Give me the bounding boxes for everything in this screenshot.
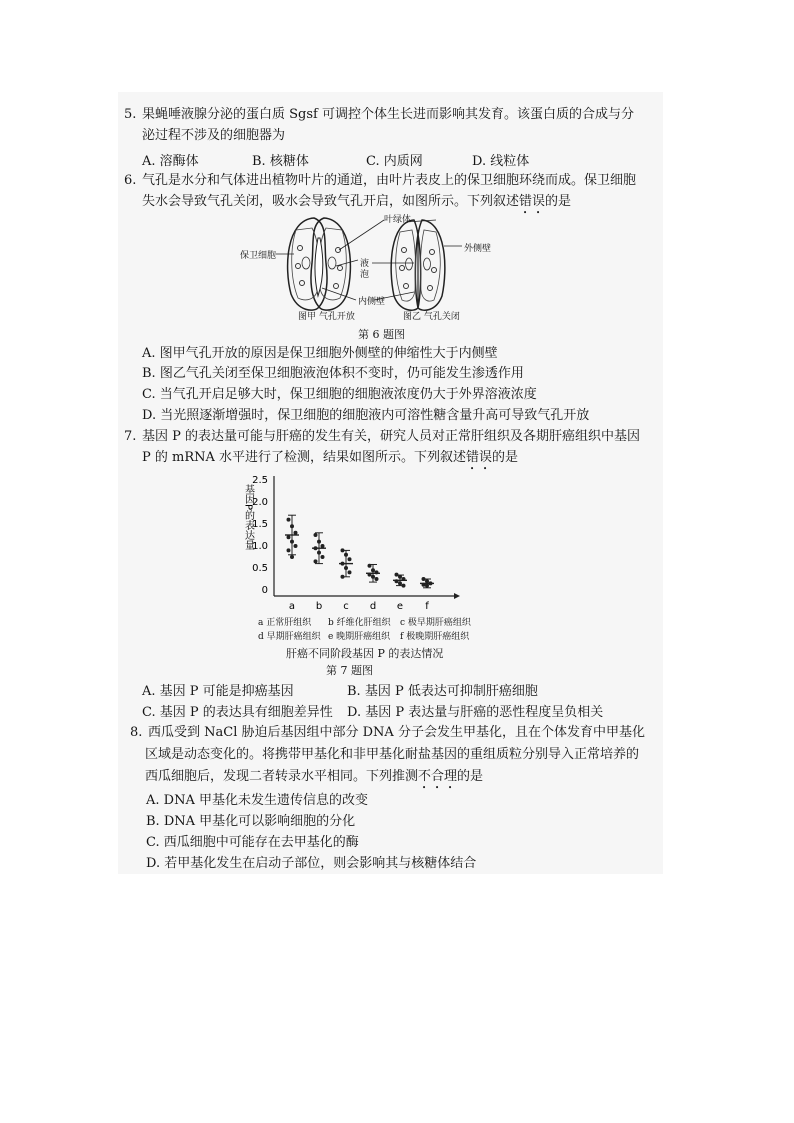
data-point <box>321 555 325 559</box>
data-point <box>290 524 294 528</box>
data-point <box>368 573 372 577</box>
q7-text-1: 基因 P 的表达量可能与肝癌的发生有关，研究人员对正常肝组织及各期肝癌组织中基因 <box>142 429 641 444</box>
data-point <box>398 581 402 585</box>
y-tick-label: 0 <box>261 585 268 596</box>
label-inner-wall: 内侧壁 <box>358 297 386 307</box>
q6-option-a: A. 图甲气孔开放的原因是保卫细胞外侧壁的伸缩性大于内侧壁 <box>142 346 498 361</box>
q8-text-3b: 的是 <box>457 769 484 784</box>
y-tick-label: 2.0 <box>252 497 268 508</box>
chart-axes <box>274 476 460 599</box>
data-point <box>290 540 294 544</box>
legend-a: a 正常肝组织 <box>258 618 312 628</box>
data-point <box>371 575 375 579</box>
q5-option-a: A. 溶酶体 <box>142 154 199 169</box>
data-point <box>314 559 318 563</box>
q7-option-d: D. 基因 P 表达量与肝癌的恶性程度呈负相关 <box>347 705 604 720</box>
q6-line1 <box>124 171 636 190</box>
q8-option-b: B. DNA 甲基化可以影响细胞的分化 <box>146 814 356 829</box>
x-tick-label: b <box>315 601 323 612</box>
q7-option-b: B. 基因 P 低表达可抑制肝癌细胞 <box>347 684 538 699</box>
y-tick-label: 2.5 <box>252 475 268 486</box>
label-guard-cell: 保卫细胞 <box>240 251 277 261</box>
q8-number: 8. <box>130 725 143 740</box>
q6-figure-caption: 第 6 题图 <box>358 328 405 341</box>
data-point <box>294 544 298 548</box>
q7-figure-caption: 第 7 题图 <box>326 664 373 677</box>
y-tick-label: 1.5 <box>252 519 268 530</box>
q5-number: 5. <box>124 107 137 122</box>
data-point <box>344 566 348 570</box>
data-point <box>368 564 372 568</box>
data-point <box>287 535 291 539</box>
q6-number: 6. <box>124 173 137 188</box>
q6-option-b: B. 图乙气孔关闭至保卫细胞液泡体积不变时，仍可能发生渗透作用 <box>142 366 524 381</box>
q8-option-d: D. 若甲基化发生在启动子部位，则会影响其与核糖体结合 <box>146 856 477 871</box>
y-tick-label: 0.5 <box>252 563 268 574</box>
x-tick-label: e <box>396 601 404 612</box>
label-outer-wall: 外侧壁 <box>464 244 492 254</box>
q8-option-a: A. DNA 甲基化未发生遗传信息的改变 <box>146 793 368 808</box>
data-point <box>341 575 345 579</box>
data-point <box>402 577 406 581</box>
q5-option-d: D. 线粒体 <box>472 154 530 169</box>
data-point <box>375 570 379 574</box>
q8-emphasis: 不合理 <box>418 769 458 784</box>
q7-option-a: A. 基因 P 可能是抑癌基因 <box>142 684 294 699</box>
legend-d: d 早期肝癌组织 <box>258 632 321 642</box>
data-point <box>422 583 426 587</box>
label-figure-a: 图甲 气孔开放 <box>298 312 355 322</box>
q6-text-2a: 失水会导致气孔关闭，吸水会导致气孔开启，如图所示。下列叙述 <box>142 194 520 209</box>
data-point <box>341 548 345 552</box>
data-point <box>314 533 318 537</box>
label-vacuole-2: 泡 <box>360 270 370 280</box>
data-point <box>317 540 321 544</box>
q8-option-c: C. 西瓜细胞中可能存在去甲基化的酶 <box>146 835 359 850</box>
y-tick-label: 1.0 <box>252 541 268 552</box>
q7-text-2a: P 的 mRNA 水平进行了检测，结果如图所示。下列叙述 <box>142 450 467 465</box>
q5-option-b: B. 核糖体 <box>252 154 309 169</box>
x-tick-label: a <box>288 601 296 612</box>
q7-chart-caption: 肝癌不同阶段基因 P 的表达情况 <box>286 647 444 660</box>
q6-text-2b: 的是 <box>545 194 572 209</box>
data-point <box>341 562 345 566</box>
stoma-closed <box>391 220 445 310</box>
legend-c: c 极早期肝癌组织 <box>400 618 471 628</box>
data-point <box>290 555 294 559</box>
x-ticks <box>289 601 429 612</box>
label-vacuole-1: 液 <box>360 259 370 269</box>
q7-text-2b: 的是 <box>492 450 519 465</box>
q5-line1 <box>124 105 634 124</box>
data-point <box>287 548 291 552</box>
data-point <box>371 568 375 572</box>
q6-option-c: C. 当气孔开启足够大时，保卫细胞的细胞液浓度仍大于外界溶液浓度 <box>142 387 537 402</box>
q8-text-1: 西瓜受到 NaCl 胁迫后基因组中部分 DNA 分子会发生甲基化，且在个体发育中甲基化 <box>148 725 645 740</box>
data-point <box>425 579 429 583</box>
legend-b: b 纤维化肝组织 <box>328 618 391 628</box>
legend-f: f 极晚期肝癌组织 <box>400 632 470 642</box>
data-point <box>422 577 426 581</box>
data-point <box>429 581 433 585</box>
q6-option-d: D. 当光照逐渐增强时，保卫细胞的细胞液内可溶性糖含量升高可导致气孔开放 <box>142 408 590 423</box>
data-point <box>321 544 325 548</box>
q6-emphasis: 错误 <box>519 194 546 209</box>
stoma-open <box>288 218 351 310</box>
x-tick-label: c <box>343 601 349 612</box>
data-point <box>375 577 379 581</box>
x-tick-label: f <box>425 601 429 612</box>
data-point <box>425 584 429 588</box>
label-figure-b: 图乙 气孔关闭 <box>403 312 460 322</box>
gene-p-chart <box>226 468 476 614</box>
q6-text-1: 气孔是水分和气体进出植物叶片的通道，由叶片表皮上的保卫细胞环绕而成。保卫细胞 <box>142 173 637 188</box>
q5-option-c: C. 内质网 <box>366 154 423 169</box>
q7-number: 7. <box>124 429 137 444</box>
data-point <box>314 546 318 550</box>
data-point <box>398 575 402 579</box>
data-point <box>344 553 348 557</box>
q5-line2: 泌过程不涉及的细胞器为 <box>142 128 286 143</box>
data-point <box>402 584 406 588</box>
data-point <box>348 570 352 574</box>
q7-emphasis: 错误 <box>466 450 493 465</box>
q8-line2: 区域是动态变化的。将携带甲基化和非甲基化耐盐基因的重组质粒分别导入正常培养的 <box>145 747 640 762</box>
q7-option-c: C. 基因 P 的表达具有细胞差异性 <box>142 705 333 720</box>
q7-line1 <box>124 427 640 446</box>
q8-line1 <box>130 723 645 742</box>
data-point <box>287 518 291 522</box>
q5-text-1: 果蝇唾液腺分泌的蛋白质 Sgsf 可调控个体生长进而影响其发育。该蛋白质的合成与分 <box>142 107 634 122</box>
chart-marks <box>285 515 434 588</box>
data-point <box>348 557 352 561</box>
legend-e: e 晚期肝癌组织 <box>328 632 391 642</box>
data-point <box>395 573 399 577</box>
x-tick-label: d <box>369 601 377 612</box>
q8-text-3a: 西瓜细胞后，发现二者转录水平相同。下列推测 <box>145 769 419 784</box>
data-point <box>395 579 399 583</box>
y-axis-label: 基因P的表达量 <box>242 484 254 551</box>
label-chloroplast: 叶绿体 <box>384 215 412 225</box>
data-point <box>294 531 298 535</box>
y-ticks <box>252 475 268 596</box>
data-point <box>317 551 321 555</box>
